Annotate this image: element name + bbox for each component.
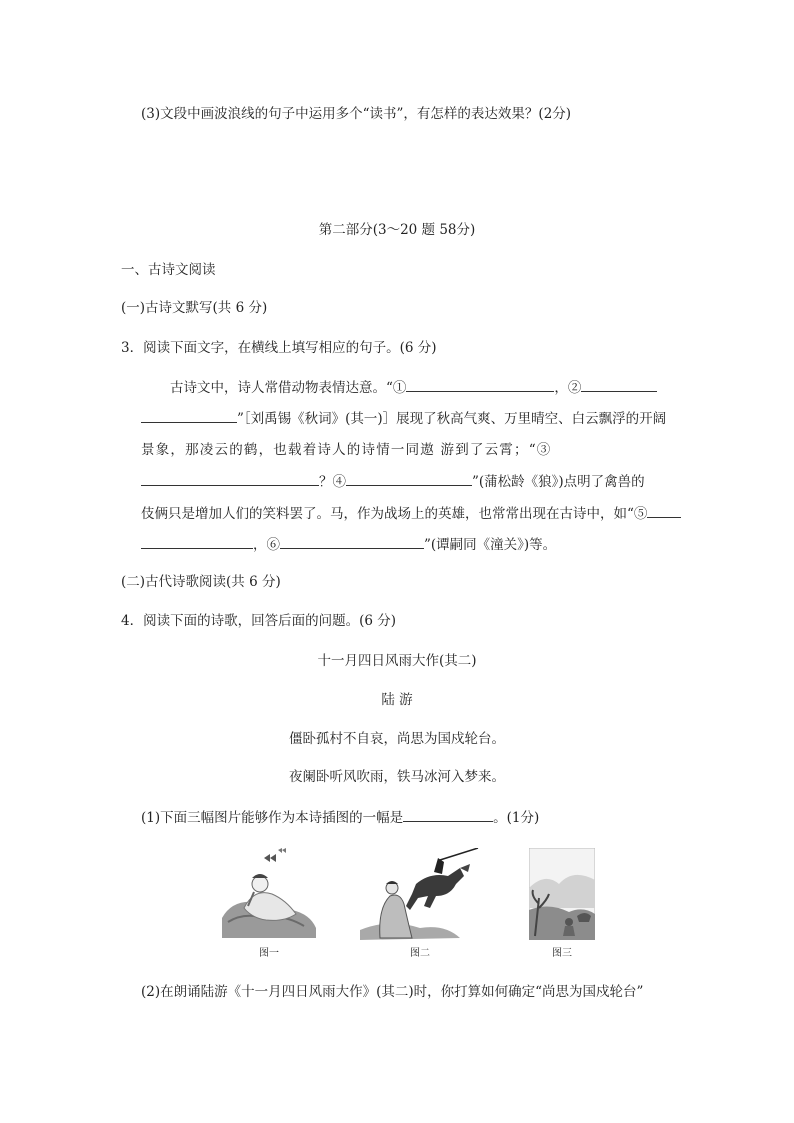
figure-1-image	[214, 848, 324, 940]
figure-1-caption: 图一	[259, 948, 279, 959]
figure-3-image	[529, 848, 595, 940]
q3-text: ，②	[554, 380, 582, 396]
q3-text: ，⑥	[253, 537, 280, 553]
poem-line-1: 僵卧孤村不自哀，尚思为国戍轮台。	[289, 731, 505, 747]
q3-line-5	[141, 503, 681, 524]
answer-blank-2a[interactable]	[581, 377, 657, 392]
q3-line-6	[141, 534, 556, 555]
q3-text: 古诗文中，诗人常借动物表情达意。“①	[170, 380, 407, 396]
answer-blank-2b[interactable]	[141, 408, 237, 423]
question-3-stem: 3．阅读下面文字，在横线上填写相应的句子。(6 分)	[121, 340, 437, 356]
q3-text: ”［刘禹锡《秋词》(其一)］展现了秋高气爽、万里晴空、白云飘浮的开阔	[237, 411, 667, 427]
answer-blank-1[interactable]	[406, 377, 554, 392]
poem-title: 十一月四日风雨大作(其二)	[317, 653, 477, 669]
subsection-poetry-reading-title: (二)古代诗歌阅读(共 6 分)	[121, 574, 281, 590]
q3-line-4	[141, 471, 645, 492]
q3-text: ”(蒲松龄《狼》)点明了禽兽的	[472, 474, 645, 490]
q3-line-3: 景象，那凌云的鹤，也载着诗人的诗情一同遨 游到了云霄；“③	[141, 442, 552, 458]
q3-text: 伎俩只是增加人们的笑料罢了。马，作为战场上的英雄，也常常出现在古诗中，如“⑤	[141, 506, 648, 522]
figure-3-caption: 图三	[552, 948, 572, 959]
q3-line-1	[170, 377, 657, 398]
poem-author: 陆 游	[381, 692, 413, 708]
q4-1-text: 。(1分)	[493, 810, 540, 826]
section-ancient-poetry-title: 一、古诗文阅读	[121, 262, 216, 278]
answer-blank-q4-1[interactable]	[403, 807, 493, 822]
question-4-1	[141, 807, 539, 828]
q3-text: ”(谭嗣同《潼关》)等。	[424, 537, 557, 553]
subsection-dictation-title: (一)古诗文默写(共 6 分)	[121, 300, 268, 316]
answer-blank-4[interactable]	[346, 471, 472, 486]
q3-line-2	[141, 408, 666, 429]
figure-2-image	[360, 848, 485, 940]
question-prev-3: (3)文段中画波浪线的句子中运用多个“读书”，有怎样的表达效果？(2分)	[141, 106, 572, 122]
q4-1-text: (1)下面三幅图片能够作为本诗插图的一幅是	[141, 810, 404, 826]
part2-title: 第二部分(3～20 题 58分)	[318, 222, 476, 238]
question-4-2: (2)在朗诵陆游《十一月四日风雨大作》(其二)时，你打算如何确定“尚思为国戍轮台”	[141, 984, 644, 1000]
answer-blank-5b[interactable]	[141, 534, 253, 549]
figure-2-caption: 图二	[410, 948, 430, 959]
answer-blank-5a[interactable]	[647, 503, 681, 518]
answer-blank-6[interactable]	[280, 534, 424, 549]
question-4-stem: 4．阅读下面的诗歌，回答后面的问题。(6 分)	[121, 613, 397, 629]
poem-line-2: 夜阑卧听风吹雨，铁马冰河入梦来。	[289, 769, 505, 785]
q3-text: ？④	[319, 474, 346, 490]
answer-blank-3[interactable]	[141, 471, 319, 486]
